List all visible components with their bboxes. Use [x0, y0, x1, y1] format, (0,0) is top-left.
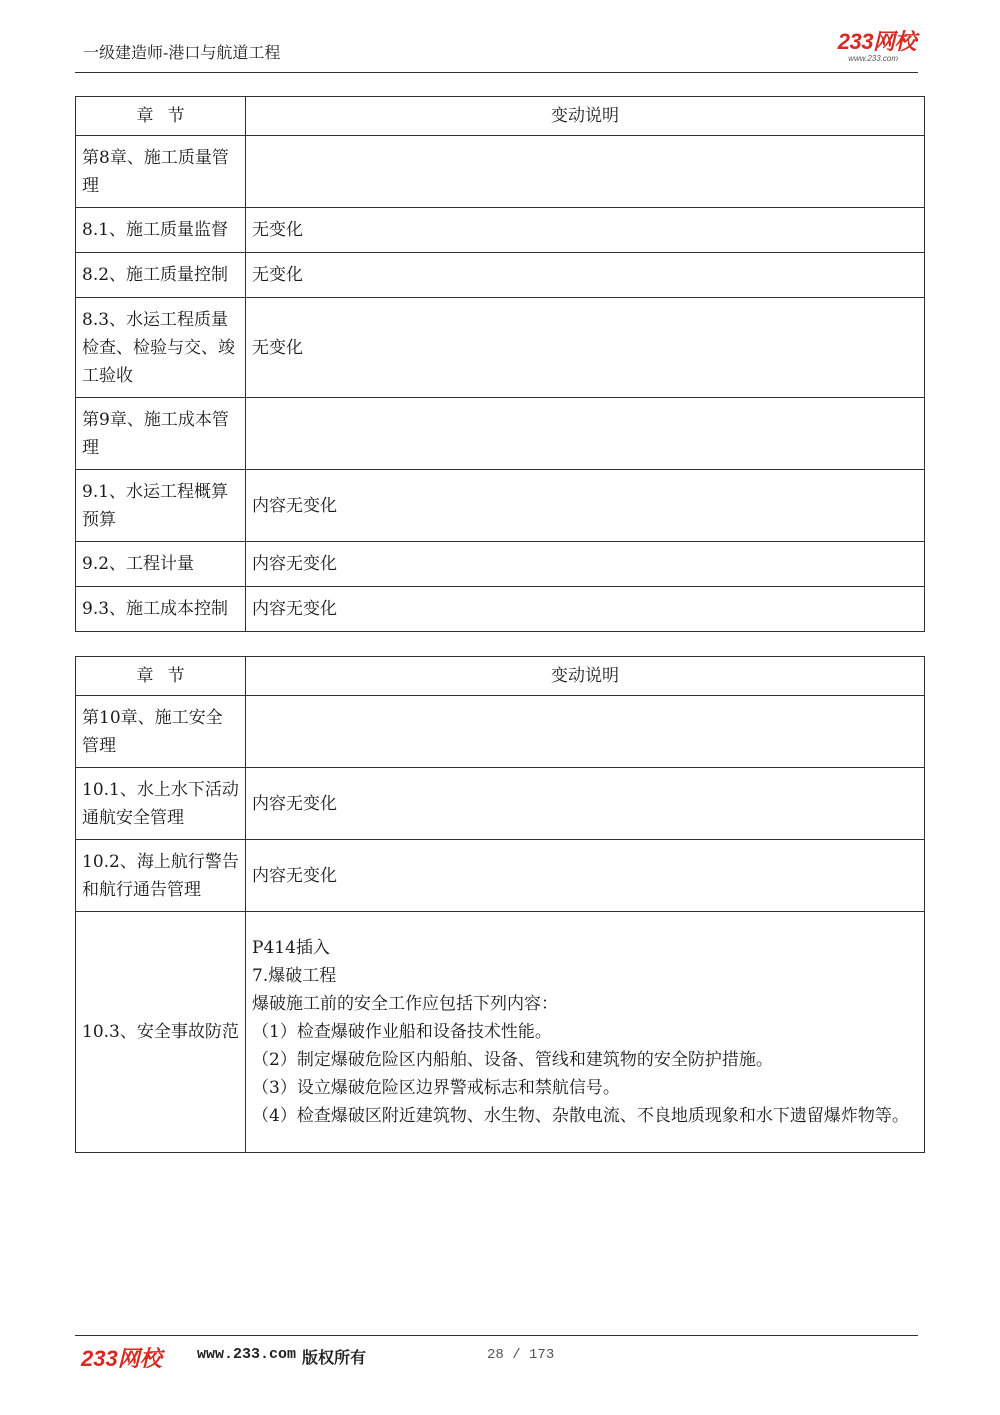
table-row — [76, 768, 925, 840]
chapter-cell: 10.2、海上航行警告和航行通告管理 — [76, 840, 246, 912]
detail-line: P414插入 — [252, 938, 330, 958]
change-cell — [246, 696, 925, 768]
chapter-cell: 10.1、水上水下活动通航安全管理 — [76, 768, 246, 840]
page-footer — [75, 1335, 918, 1376]
table-row — [76, 253, 925, 298]
detail-line: 爆破施工前的安全工作应包括下列内容： — [252, 994, 558, 1014]
change-cell: 内容无变化 — [246, 840, 925, 912]
detail-line: 7.爆破工程 — [252, 966, 337, 986]
change-table-1 — [75, 96, 925, 632]
chapter-cell: 9.1、水运工程概算预算 — [76, 470, 246, 542]
table-row — [76, 298, 925, 398]
doc-title: 一级建造师-港口与航道工程 — [83, 43, 281, 62]
change-cell: 内容无变化 — [246, 768, 925, 840]
change-cell: 无变化 — [246, 208, 925, 253]
page-number — [487, 1347, 554, 1363]
column-header-chapter: 章节 — [76, 97, 246, 136]
column-header-chapter: 章节 — [76, 657, 246, 696]
column-header-change: 变动说明 — [246, 657, 925, 696]
change-detail-cell — [246, 912, 925, 1153]
change-cell: 内容无变化 — [246, 587, 925, 632]
table-header-row — [76, 657, 925, 696]
table-row — [76, 136, 925, 208]
change-cell — [246, 398, 925, 470]
footer-site-link[interactable]: www.233.com — [197, 1346, 297, 1363]
chapter-cell: 第9章、施工成本管理 — [76, 398, 246, 470]
change-cell: 无变化 — [246, 298, 925, 398]
footer-logo: 233网校 — [81, 1346, 162, 1371]
chapter-cell: 9.2、工程计量 — [76, 542, 246, 587]
brand-logo — [838, 30, 916, 63]
brand-logo-text: 233网校 — [837, 29, 916, 54]
page-current: 28 — [487, 1347, 504, 1363]
chapter-cell: 8.2、施工质量控制 — [76, 253, 246, 298]
table-row — [76, 542, 925, 587]
chapter-cell: 10.3、安全事故防范 — [76, 912, 246, 1153]
table-row — [76, 208, 925, 253]
table-row — [76, 398, 925, 470]
column-header-change: 变动说明 — [246, 97, 925, 136]
chapter-cell: 9.3、施工成本控制 — [76, 587, 246, 632]
table-row — [76, 470, 925, 542]
footer-copyright: 版权所有 — [302, 1348, 367, 1367]
change-cell: 无变化 — [246, 253, 925, 298]
change-cell — [246, 136, 925, 208]
change-table-2 — [75, 656, 925, 1153]
chapter-cell: 8.3、水运工程质量检查、检验与交、竣工验收 — [76, 298, 246, 398]
detail-line: （2）制定爆破危险区内船舶、设备、管线和建筑物的安全防护措施。 — [252, 1050, 773, 1070]
chapter-cell: 8.1、施工质量监督 — [76, 208, 246, 253]
change-cell: 内容无变化 — [246, 542, 925, 587]
table-header-row — [76, 97, 925, 136]
chapter-cell: 第10章、施工安全管理 — [76, 696, 246, 768]
detail-line: （3）设立爆破危险区边界警戒标志和禁航信号。 — [252, 1078, 620, 1098]
detail-line: （4）检查爆破区附近建筑物、水生物、杂散电流、不良地质现象和水下遗留爆炸物等。 — [252, 1106, 909, 1126]
change-cell: 内容无变化 — [246, 470, 925, 542]
page-header — [75, 28, 918, 73]
table-row — [76, 587, 925, 632]
table-row — [76, 840, 925, 912]
detail-line: （1）检查爆破作业船和设备技术性能。 — [252, 1022, 552, 1042]
table-row — [76, 696, 925, 768]
chapter-cell: 第8章、施工质量管理 — [76, 136, 246, 208]
page-separator: / — [512, 1347, 521, 1363]
table-row — [76, 912, 925, 1153]
page-total: 173 — [529, 1347, 555, 1363]
brand-logo-url: www.233.com — [848, 54, 898, 63]
